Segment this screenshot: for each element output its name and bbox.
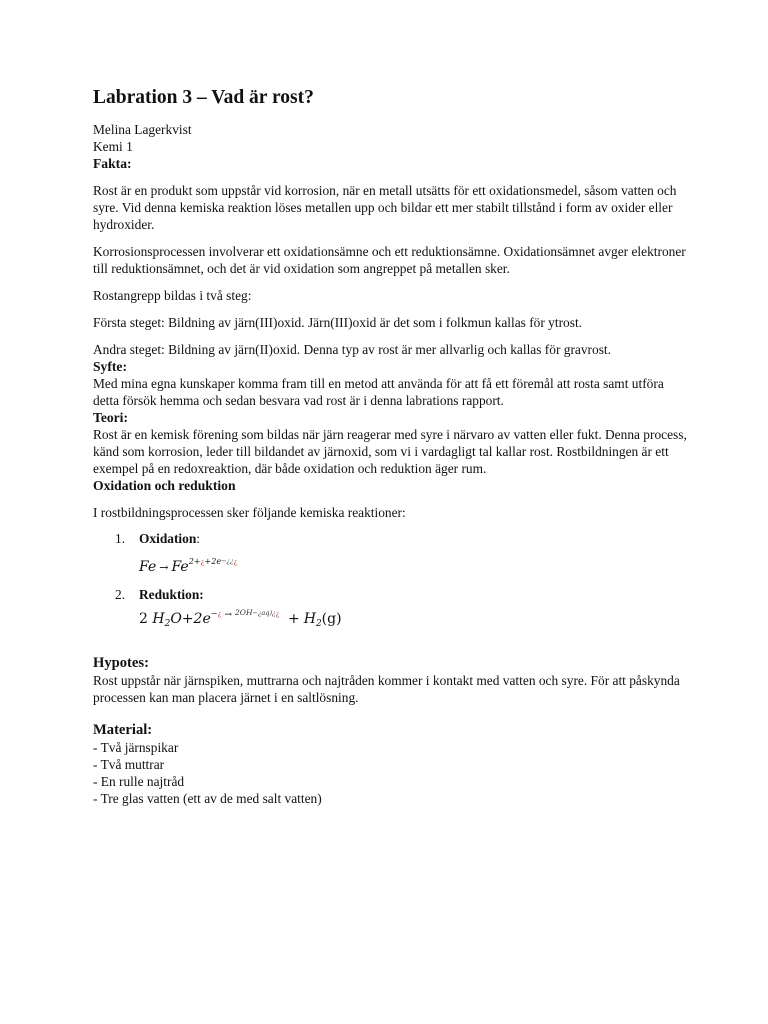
list-item-reduktion — [93, 586, 693, 603]
eq1-electron-charge: −¿¿ — [221, 557, 234, 566]
list-number: 1. — [115, 531, 126, 547]
hypotes-text: Rost uppstår när järnspiken, muttrarna och najtråden kommer i kontakt med vatten och syre. För att påskynda processen kan man placera järnet i en saltlösning. — [93, 673, 680, 706]
eq2-electron-charge: − — [210, 609, 218, 619]
eq2-hydroxide-charge: −¿aq)¿ — [252, 609, 276, 618]
eq2-subscript: 2 — [164, 619, 171, 630]
fakta-paragraph-1: Rost är en produkt som uppstår vid korrosion, när en metall utsätts för ett oxidationsmedel, såsom vatten och syre. Vid denna kemiska reaktion löses metallen upp och bildar ett mer stabilt tillstånd i form av oxider eller hydroxider. — [93, 183, 677, 233]
list-number: 2. — [115, 587, 126, 603]
material-item: - Två muttrar — [93, 757, 165, 773]
fakta-paragraph-3: Rostangrepp bildas i två steg: — [93, 288, 252, 304]
eq2-h2-subscript: 2 — [315, 619, 322, 630]
syfte-heading: Syfte: — [93, 359, 127, 375]
author-name: Melina Lagerkvist — [93, 122, 192, 138]
material-item: - Tre glas vatten (ett av de med salt vatten) — [93, 791, 322, 807]
teori-text: Rost är en kemisk förening som bildas när järn reagerar med syre i närvaro av vatten eller fukt. Denna process, känd som korrosion, leder till bildandet av järnoxid, som vi i vardagligt tal kallar rost. Rostbildningen är ett exempel på en redoxreaktion, där både oxidation och reduktion äger rum. — [93, 427, 687, 477]
reduktion-equation — [93, 603, 693, 634]
document-page — [93, 86, 693, 807]
eq1-error-glyph: ¿ — [200, 557, 205, 567]
eq1-product: Fe — [171, 559, 189, 576]
material-item: - Två järnspikar — [93, 740, 179, 756]
teori-heading: Teori: — [93, 410, 128, 426]
oxidation-colon: : — [196, 531, 201, 547]
redox-intro: I rostbildningsprocessen sker följande kemiska reaktioner: — [93, 505, 406, 521]
fakta-heading: Fakta: — [93, 156, 132, 172]
eq1-charge: 2+ — [188, 557, 201, 567]
hypotes-heading: Hypotes: — [93, 655, 149, 672]
document-title: Labration 3 – Vad är rost? — [93, 87, 314, 108]
oxidation-label: Oxidation — [139, 531, 197, 547]
eq2-error-glyph-2: ¿ — [275, 609, 280, 619]
material-heading: Material: — [93, 722, 153, 739]
eq2-state: (g) — [321, 611, 342, 628]
eq1-reactant: Fe — [139, 559, 157, 576]
arrow-icon: → — [159, 561, 169, 575]
eq2-hydrogen: H — [152, 611, 165, 628]
list-item-oxidation — [93, 530, 693, 547]
eq1-electron: e — [216, 557, 222, 567]
eq2-electron: e — [202, 611, 211, 628]
eq2-oxygen: O+2 — [170, 611, 203, 628]
reaction-list — [93, 530, 693, 634]
material-item: - En rulle najtråd — [93, 774, 185, 790]
course-name: Kemi 1 — [93, 139, 133, 155]
eq2-plus: + — [287, 611, 300, 628]
eq2-coefficient: 2 — [139, 611, 148, 628]
eq2-h2: H — [303, 611, 316, 628]
oxidation-equation — [93, 551, 693, 578]
syfte-text: Med mina egna kunskaper komma fram till en metod att använda för att få ett föremål att rosta samt utföra detta försök hemma och sedan besvara vad rost är i denna labrations rapport. — [93, 376, 664, 409]
fakta-paragraph-5: Andra steget: Bildning av järn(II)oxid. Denna typ av rost är mer allvarlig och kallas för gravrost. — [93, 342, 611, 358]
eq2-hydroxide: 2OH — [235, 608, 253, 618]
fakta-paragraph-4: Första steget: Bildning av järn(III)oxid. Järn(III)oxid är det som i folkmun kallas för ytrost. — [93, 315, 583, 331]
eq1-plus: +2 — [204, 557, 217, 567]
redox-heading: Oxidation och reduktion — [93, 478, 236, 494]
eq1-error-glyph-2: ¿ — [233, 557, 238, 567]
fakta-paragraph-2: Korrosionsprocessen involverar ett oxidationsämne och ett reduktionsämne. Oxidationsämnet avger elektroner till reduktionsämnet, och det är vid oxidation som angreppet på metallen sker. — [93, 244, 686, 277]
reduktion-label: Reduktion: — [139, 587, 204, 603]
eq2-error-glyph: ¿ — [217, 609, 222, 619]
arrow-icon: → — [224, 610, 233, 621]
